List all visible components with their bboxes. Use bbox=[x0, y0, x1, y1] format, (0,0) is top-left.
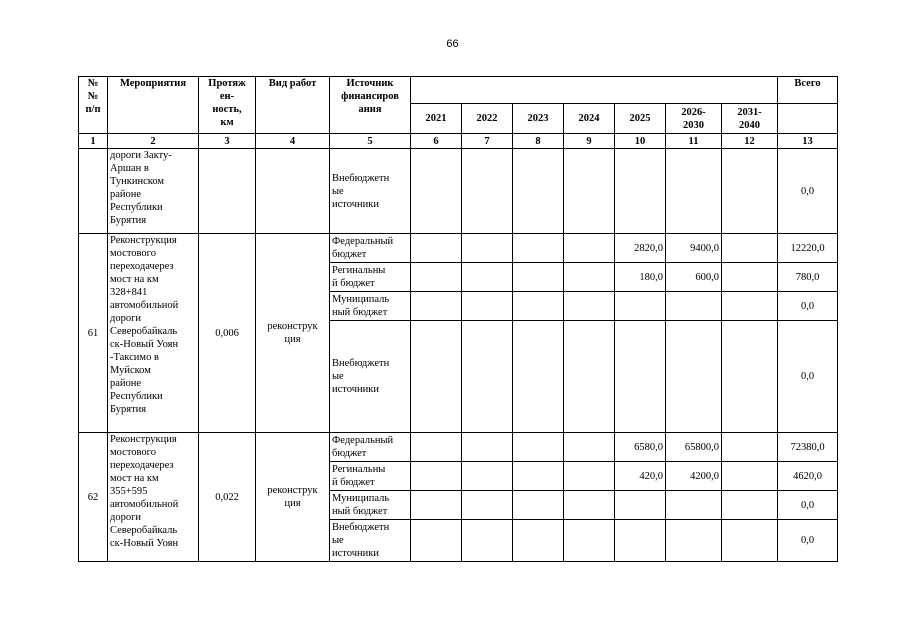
cell-empty bbox=[513, 234, 564, 263]
cell-empty bbox=[462, 520, 513, 562]
value-2026-2030 bbox=[666, 491, 722, 520]
value-2025 bbox=[615, 292, 666, 321]
column-number: 6 bbox=[411, 134, 462, 149]
cell-empty bbox=[564, 263, 615, 292]
header-source: Источник финансиров ания bbox=[330, 77, 411, 134]
cell-empty bbox=[411, 321, 462, 433]
cell-empty bbox=[513, 520, 564, 562]
cell-empty bbox=[462, 149, 513, 234]
cell-empty bbox=[722, 234, 778, 263]
column-number: 5 bbox=[330, 134, 411, 149]
project-length: 0,022 bbox=[199, 433, 256, 562]
column-numbers-row bbox=[79, 134, 838, 149]
total-value: 4620,0 bbox=[778, 462, 838, 491]
project-name-continuation: дороги Закту- Аршан в Тункинском районе Республики Бурятия bbox=[108, 149, 199, 234]
value-2025 bbox=[615, 491, 666, 520]
project-work-type: реконструк ция bbox=[256, 433, 330, 562]
cell-empty bbox=[564, 433, 615, 462]
cell-empty bbox=[722, 263, 778, 292]
project-name: Реконструкция мостового переходачерез мост на км 355+595 автомобильной дороги Северобайкаль ск-Новый Уоян bbox=[108, 433, 199, 562]
column-number: 1 bbox=[79, 134, 108, 149]
column-number: 7 bbox=[462, 134, 513, 149]
cell-empty bbox=[722, 462, 778, 491]
funding-source: Внебюджетн ые источники bbox=[330, 321, 411, 433]
cell-empty bbox=[79, 149, 108, 234]
cell-empty bbox=[564, 491, 615, 520]
header-years-group bbox=[411, 77, 778, 104]
cell-empty bbox=[462, 462, 513, 491]
table-row bbox=[79, 433, 838, 462]
value-2025: 420,0 bbox=[615, 462, 666, 491]
header-year-2031-2040: 2031- 2040 bbox=[722, 104, 778, 134]
cell-empty bbox=[615, 149, 666, 234]
value-2025: 180,0 bbox=[615, 263, 666, 292]
cell-empty bbox=[564, 234, 615, 263]
column-number: 12 bbox=[722, 134, 778, 149]
header-year-2025: 2025 bbox=[615, 104, 666, 134]
header-year-2026-2030: 2026- 2030 bbox=[666, 104, 722, 134]
total-value: 0,0 bbox=[778, 321, 838, 433]
column-number: 3 bbox=[199, 134, 256, 149]
funding-source: Внебюджетн ые источники bbox=[330, 520, 411, 562]
funding-source: Федеральный бюджет bbox=[330, 234, 411, 263]
column-number: 11 bbox=[666, 134, 722, 149]
header-year-2024: 2024 bbox=[564, 104, 615, 134]
cell-empty bbox=[513, 462, 564, 491]
cell-empty bbox=[462, 491, 513, 520]
value-2026-2030: 9400,0 bbox=[666, 234, 722, 263]
page-number: 66 bbox=[446, 38, 459, 50]
cell-empty bbox=[666, 149, 722, 234]
table-row bbox=[79, 149, 838, 234]
cell-empty bbox=[199, 149, 256, 234]
funding-source: Федеральный бюджет bbox=[330, 433, 411, 462]
cell-empty bbox=[722, 491, 778, 520]
value-2026-2030: 65800,0 bbox=[666, 433, 722, 462]
total-value: 72380,0 bbox=[778, 433, 838, 462]
project-work-type: реконструк ция bbox=[256, 234, 330, 433]
total-value: 0,0 bbox=[778, 149, 838, 234]
cell-empty bbox=[722, 321, 778, 433]
value-2026-2030: 600,0 bbox=[666, 263, 722, 292]
cell-empty bbox=[256, 149, 330, 234]
cell-empty bbox=[564, 292, 615, 321]
project-length: 0,006 bbox=[199, 234, 256, 433]
cell-empty bbox=[462, 292, 513, 321]
funding-source: Регинальны й бюджет bbox=[330, 263, 411, 292]
cell-empty bbox=[411, 234, 462, 263]
value-2026-2030 bbox=[666, 292, 722, 321]
total-value: 780,0 bbox=[778, 263, 838, 292]
funding-source: Муниципаль ный бюджет bbox=[330, 292, 411, 321]
cell-empty bbox=[722, 149, 778, 234]
column-number: 10 bbox=[615, 134, 666, 149]
header-measures: Мероприятия bbox=[108, 77, 199, 134]
header-work-type: Вид работ bbox=[256, 77, 330, 134]
cell-empty bbox=[513, 321, 564, 433]
value-2025 bbox=[615, 520, 666, 562]
cell-empty bbox=[513, 263, 564, 292]
total-value: 12220,0 bbox=[778, 234, 838, 263]
cell-empty bbox=[564, 462, 615, 491]
total-value: 0,0 bbox=[778, 292, 838, 321]
cell-empty bbox=[411, 292, 462, 321]
value-2025 bbox=[615, 321, 666, 433]
funding-source: Внебюджетн ые источники bbox=[330, 149, 411, 234]
cell-empty bbox=[722, 433, 778, 462]
value-2026-2030 bbox=[666, 520, 722, 562]
cell-empty bbox=[564, 321, 615, 433]
cell-empty bbox=[411, 462, 462, 491]
header-length: Протяж ен- ность, км bbox=[199, 77, 256, 134]
cell-empty bbox=[462, 433, 513, 462]
value-2026-2030: 4200,0 bbox=[666, 462, 722, 491]
cell-empty bbox=[411, 263, 462, 292]
funding-source: Регинальны й бюджет bbox=[330, 462, 411, 491]
value-2025: 2820,0 bbox=[615, 234, 666, 263]
total-value: 0,0 bbox=[778, 491, 838, 520]
cell-empty bbox=[513, 491, 564, 520]
project-number: 62 bbox=[79, 433, 108, 562]
project-number: 61 bbox=[79, 234, 108, 433]
cell-empty bbox=[462, 321, 513, 433]
cell-empty bbox=[411, 520, 462, 562]
value-2026-2030 bbox=[666, 321, 722, 433]
column-number: 13 bbox=[778, 134, 838, 149]
column-number: 9 bbox=[564, 134, 615, 149]
cell-empty bbox=[411, 149, 462, 234]
financing-table bbox=[78, 76, 838, 562]
funding-source: Муниципаль ный бюджет bbox=[330, 491, 411, 520]
column-number: 4 bbox=[256, 134, 330, 149]
header-year-2022: 2022 bbox=[462, 104, 513, 134]
cell-empty bbox=[411, 491, 462, 520]
header-year-2023: 2023 bbox=[513, 104, 564, 134]
cell-empty bbox=[722, 520, 778, 562]
cell-empty bbox=[722, 292, 778, 321]
cell-empty bbox=[564, 520, 615, 562]
cell-empty bbox=[513, 149, 564, 234]
table-row bbox=[79, 234, 838, 263]
header-year-2021: 2021 bbox=[411, 104, 462, 134]
total-value: 0,0 bbox=[778, 520, 838, 562]
header-total-blank bbox=[778, 104, 838, 134]
cell-empty bbox=[513, 292, 564, 321]
project-name: Реконструкция мостового переходачерез мост на км 328+841 автомобильной дороги Северобайкаль ск-Новый Уоян -Таксимо в Муйском районе Республики Бурятия bbox=[108, 234, 199, 433]
cell-empty bbox=[411, 433, 462, 462]
header-total: Всего bbox=[778, 77, 838, 104]
cell-empty bbox=[462, 234, 513, 263]
cell-empty bbox=[513, 433, 564, 462]
cell-empty bbox=[462, 263, 513, 292]
column-number: 2 bbox=[108, 134, 199, 149]
header-number: № № п/п bbox=[79, 77, 108, 134]
cell-empty bbox=[564, 149, 615, 234]
value-2025: 6580,0 bbox=[615, 433, 666, 462]
column-number: 8 bbox=[513, 134, 564, 149]
